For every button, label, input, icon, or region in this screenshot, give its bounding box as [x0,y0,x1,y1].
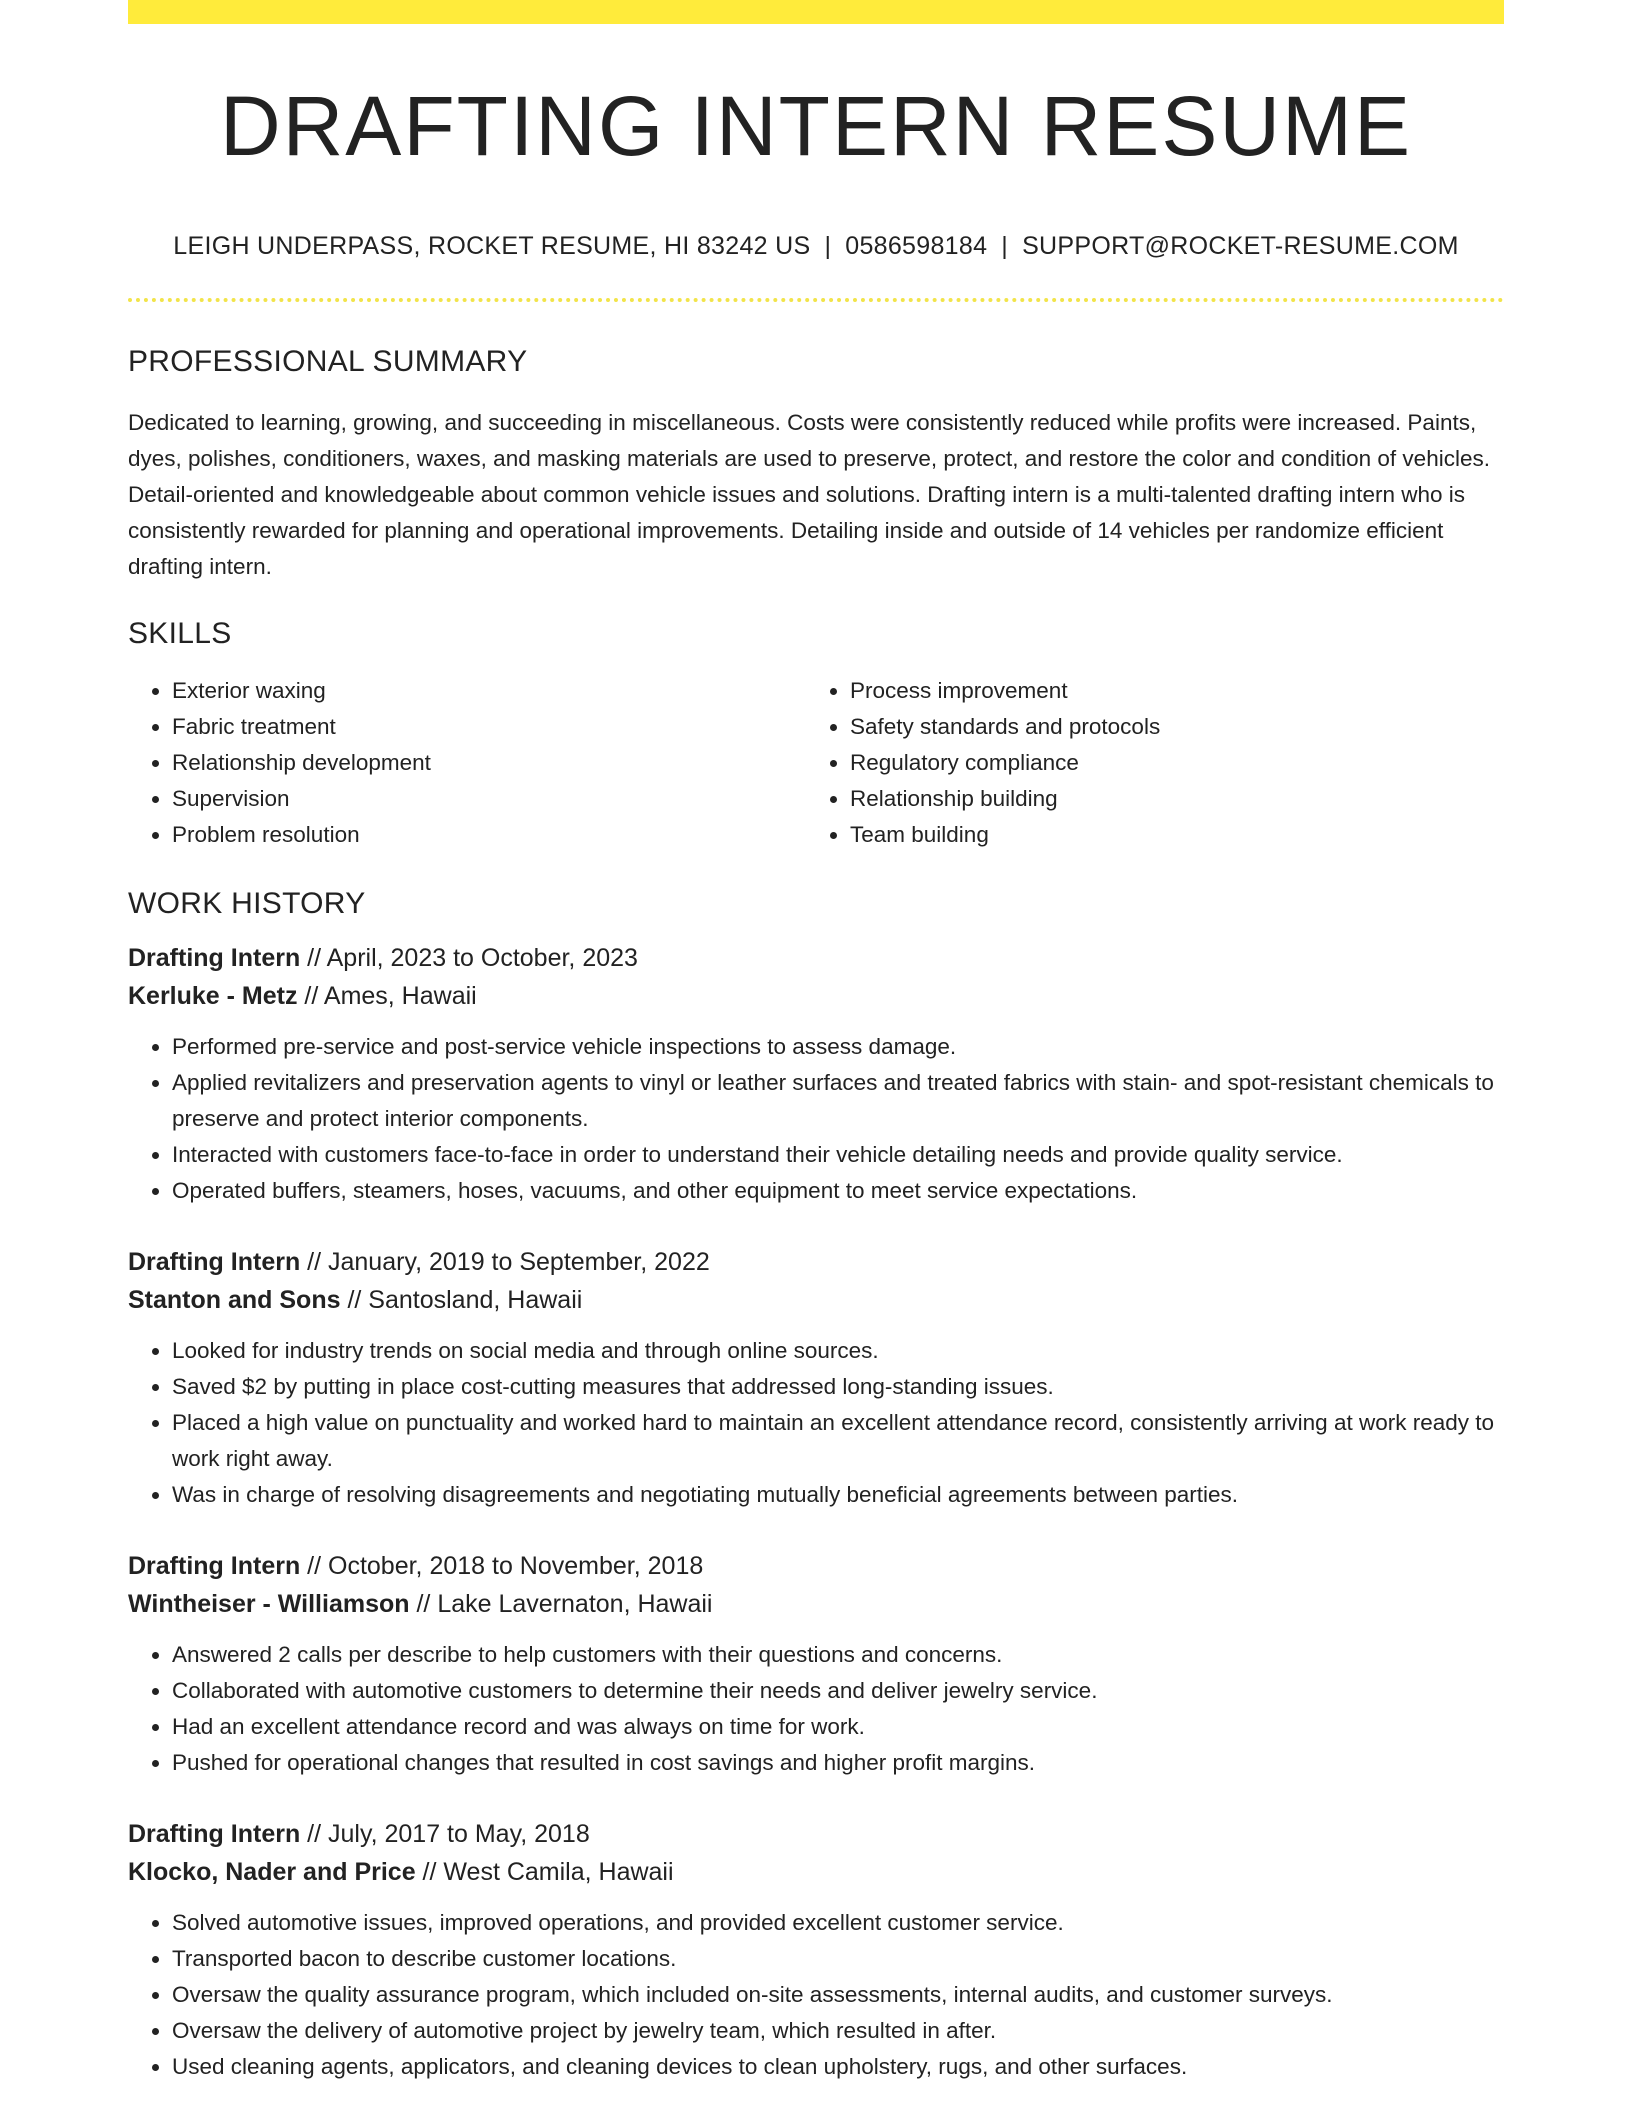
job-company-line [128,977,1504,1015]
skill-item: • Relationship development [172,745,806,781]
job-title: Drafting Intern [128,1552,301,1580]
resume-page [128,0,1504,2085]
skill-item: • Safety standards and protocols [850,709,1484,745]
job-bullet: • Solved automotive issues, improved operations, and provided excellent customer service. [172,1905,1504,1941]
job-company: Klocko, Nader and Price [128,1858,416,1886]
job-title-line [128,1547,1504,1585]
job-bullet: • Applied revitalizers and preservation agents to vinyl or leather surfaces and treated fabrics with stain- and spot-resistant chemicals to preserve and protect interior components. [172,1065,1504,1137]
job-dates: // January, 2019 to September, 2022 [300,1248,710,1276]
skill-item: • Process improvement [850,673,1484,709]
contact-separator: | [824,232,832,260]
job-entry [128,939,1504,1209]
skills-heading: SKILLS [128,617,232,650]
job-bullet: • Was in charge of resolving disagreements and negotiating mutually beneficial agreements between parties. [172,1477,1504,1513]
job-bullets [128,1333,1504,1513]
summary-heading: PROFESSIONAL SUMMARY [128,345,528,378]
job-entry [128,1243,1504,1513]
job-company: Stanton and Sons [128,1286,341,1314]
skills-list-left [128,673,806,853]
job-bullet: • Oversaw the delivery of automotive project by jewelry team, which resulted in after. [172,2013,1504,2049]
job-entry [128,1547,1504,1781]
skill-item: • Relationship building [850,781,1484,817]
job-bullet: • Collaborated with automotive customers to determine their needs and deliver jewelry service. [172,1673,1504,1709]
job-bullet: • Interacted with customers face-to-face in order to understand their vehicle detailing needs and provide quality service. [172,1137,1504,1173]
job-location: // Santosland, Hawaii [340,1286,583,1314]
job-title: Drafting Intern [128,944,301,972]
job-title-line [128,1815,1504,1853]
skills-columns [128,673,1504,853]
job-dates: // April, 2023 to October, 2023 [300,944,638,972]
skill-item: • Fabric treatment [172,709,806,745]
job-company-line [128,1853,1504,1891]
job-bullet: • Operated buffers, steamers, hoses, vacuums, and other equipment to meet service expectations. [172,1173,1504,1209]
job-location: // West Camila, Hawaii [415,1858,674,1886]
job-dates: // July, 2017 to May, 2018 [300,1820,590,1848]
job-bullet: • Looked for industry trends on social media and through online sources. [172,1333,1504,1369]
contact-address: LEIGH UNDERPASS, ROCKET RESUME, HI 83242 US [173,232,811,260]
contact-separator: | [1001,232,1009,260]
skill-item: • Supervision [172,781,806,817]
job-bullet: • Answered 2 calls per describe to help customers with their questions and concerns. [172,1637,1504,1673]
job-bullet: • Oversaw the quality assurance program, which included on-site assessments, internal audits, and customer surveys. [172,1977,1504,2013]
skill-item: • Team building [850,817,1484,853]
skills-list-right [806,673,1484,853]
job-title-line [128,1243,1504,1281]
job-company-line [128,1281,1504,1319]
job-entry [128,1815,1504,2085]
job-bullet: • Had an excellent attendance record and was always on time for work. [172,1709,1504,1745]
job-bullets [128,1029,1504,1209]
resume-title: DRAFTING INTERN RESUME [219,79,1413,173]
skill-item: • Problem resolution [172,817,806,853]
job-bullet: • Transported bacon to describe customer locations. [172,1941,1504,1977]
job-bullet: • Placed a high value on punctuality and worked hard to maintain an excellent attendance record, consistently arriving at work ready to work right away. [172,1405,1504,1477]
job-company-line [128,1585,1504,1623]
job-location: // Ames, Hawaii [297,982,477,1010]
job-bullets [128,1637,1504,1781]
job-title: Drafting Intern [128,1248,301,1276]
job-bullet: • Used cleaning agents, applicators, and cleaning devices to clean upholstery, rugs, and other surfaces. [172,2049,1504,2085]
contact-email: SUPPORT@ROCKET-RESUME.COM [1022,232,1459,260]
job-title: Drafting Intern [128,1820,301,1848]
contact-phone: 0586598184 [845,232,988,260]
job-company: Kerluke - Metz [128,982,298,1010]
job-bullet: • Performed pre-service and post-service vehicle inspections to assess damage. [172,1029,1504,1065]
job-bullet: • Pushed for operational changes that resulted in cost savings and higher profit margins. [172,1745,1504,1781]
dotted-divider [128,298,1504,302]
work-history-heading: WORK HISTORY [128,887,366,920]
contact-line [128,234,1504,259]
skill-item: • Regulatory compliance [850,745,1484,781]
accent-top-bar [128,0,1504,24]
skill-item: • Exterior waxing [172,673,806,709]
summary-text: Dedicated to learning, growing, and succeeding in miscellaneous. Costs were consistently reduced while profits were increased. Paints, dyes, polishes, conditioners, waxes, and masking materials are used to preserve, protect, and restore the color and condition of vehicles. Detail-oriented and knowledgeable about common vehicle issues and solutions. Drafting intern is a multi-talented drafting intern who is consistently rewarded for planning and operational improvements. Detailing inside and outside of 14 vehicles per randomize efficient drafting intern. [128,410,1490,579]
job-dates: // October, 2018 to November, 2018 [300,1552,704,1580]
job-company: Wintheiser - Williamson [128,1590,410,1618]
job-location: // Lake Lavernaton, Hawaii [409,1590,713,1618]
job-bullets [128,1905,1504,2085]
job-title-line [128,939,1504,977]
job-bullet: • Saved $2 by putting in place cost-cutting measures that addressed long-standing issues. [172,1369,1504,1405]
